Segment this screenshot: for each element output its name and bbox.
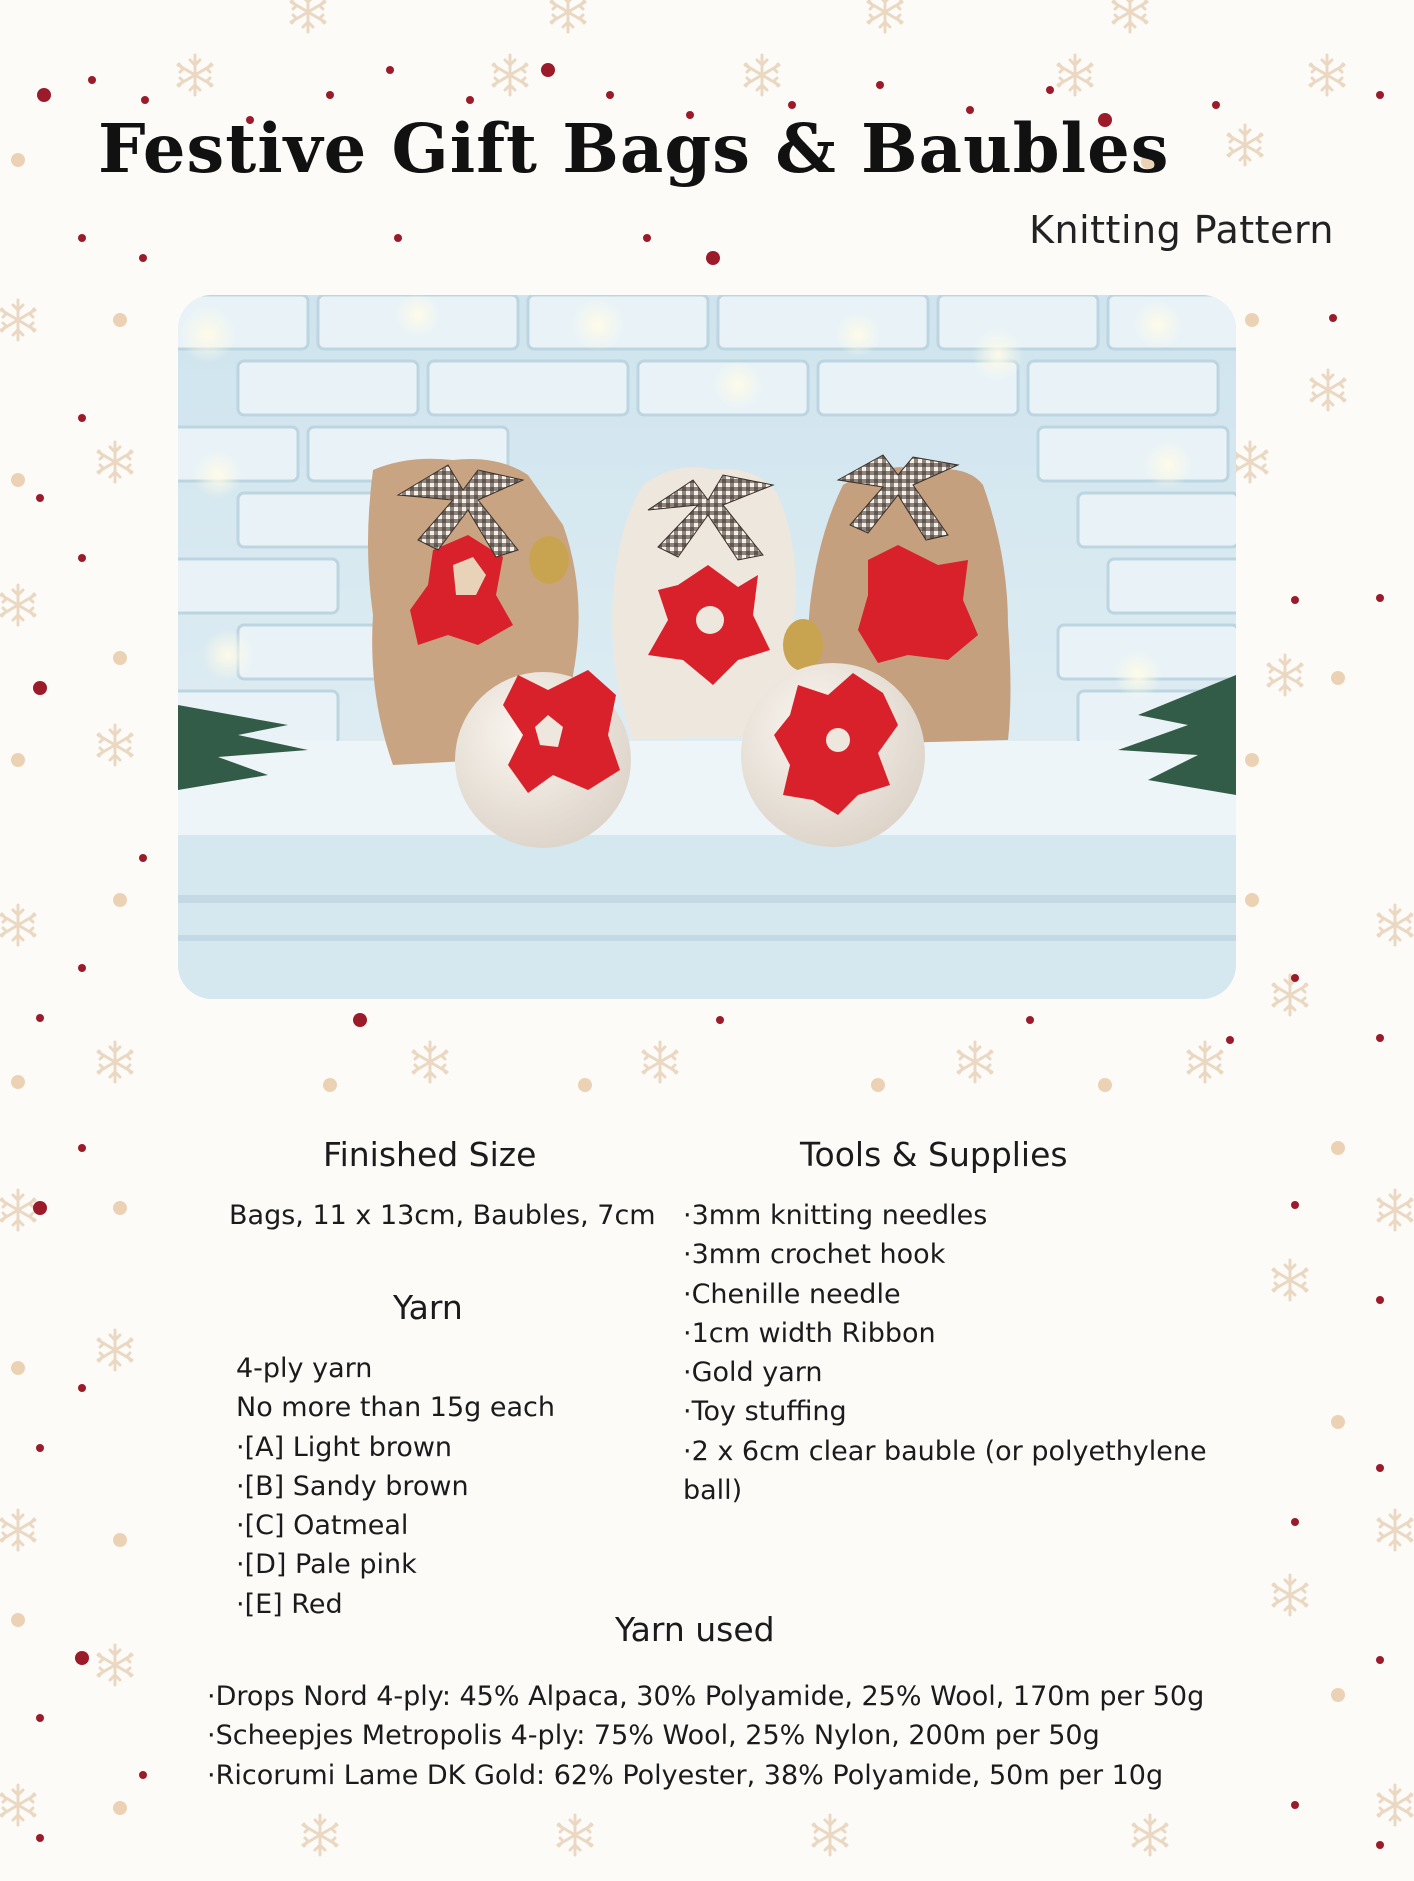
yarn-line: ·[D] Pale pink bbox=[236, 1549, 417, 1581]
snowflake-icon bbox=[1378, 905, 1412, 945]
snowflake-icon bbox=[813, 1815, 847, 1855]
tools-line: ·2 x 6cm clear bauble (or polyethylene bbox=[683, 1435, 1207, 1467]
snowflake-icon bbox=[1378, 1510, 1412, 1550]
document-title: Festive Gift Bags & Baubles bbox=[98, 109, 1170, 188]
snowflake-icon bbox=[551, 0, 585, 32]
red-dot bbox=[88, 76, 96, 84]
snowflake-icon bbox=[1, 1190, 35, 1230]
beige-dot bbox=[1245, 313, 1259, 327]
snowflake-icon bbox=[1378, 1785, 1412, 1825]
tools-line: ·Chenille needle bbox=[683, 1278, 901, 1310]
red-dot bbox=[1026, 1016, 1034, 1024]
red-dot bbox=[1376, 1464, 1384, 1472]
snowflake-icon bbox=[1233, 442, 1267, 482]
red-dot bbox=[1329, 314, 1337, 322]
snowflake-icon bbox=[1273, 1260, 1307, 1300]
red-dot bbox=[1046, 86, 1054, 94]
red-dot bbox=[394, 234, 402, 242]
red-dot bbox=[1376, 91, 1384, 99]
red-dot bbox=[1291, 1518, 1299, 1526]
red-dot bbox=[78, 1144, 86, 1152]
yarn-list bbox=[236, 1349, 555, 1624]
red-dot bbox=[541, 63, 555, 77]
red-dot bbox=[606, 91, 614, 99]
red-dot bbox=[139, 254, 147, 262]
snowflake-icon bbox=[558, 1815, 592, 1855]
red-dot bbox=[36, 1834, 44, 1842]
red-dot bbox=[1212, 101, 1220, 109]
snowflake-icon bbox=[1, 585, 35, 625]
red-dot bbox=[1291, 1201, 1299, 1209]
tools-line: ·1cm width Ribbon bbox=[683, 1317, 936, 1349]
beige-dot bbox=[113, 313, 127, 327]
red-dot bbox=[466, 96, 474, 104]
snowflake-icon bbox=[868, 0, 902, 32]
tools-line: ball) bbox=[683, 1475, 743, 1507]
snowflake-icon bbox=[1, 1510, 35, 1550]
snowflake-icon bbox=[98, 1645, 132, 1685]
red-dot bbox=[716, 1016, 724, 1024]
snowflake-icon bbox=[178, 55, 212, 95]
red-dot bbox=[643, 234, 651, 242]
snowflake-icon bbox=[745, 55, 779, 95]
beige-dot bbox=[1098, 1078, 1112, 1092]
tools-heading: Tools & Supplies bbox=[800, 1135, 1068, 1174]
red-dot bbox=[78, 414, 86, 422]
beige-dot bbox=[1331, 1141, 1345, 1155]
snowflake-icon bbox=[1273, 975, 1307, 1015]
red-dot bbox=[36, 494, 44, 502]
yarn-line: ·[B] Sandy brown bbox=[236, 1470, 469, 1502]
red-dot bbox=[75, 1651, 89, 1665]
red-dot bbox=[36, 1714, 44, 1722]
tools-line: ·Gold yarn bbox=[683, 1357, 823, 1389]
snowflake-icon bbox=[303, 1815, 337, 1855]
snowflake-icon bbox=[1, 300, 35, 340]
snowflake-icon bbox=[958, 1042, 992, 1082]
beige-dot bbox=[1245, 893, 1259, 907]
beige-dot bbox=[1331, 1415, 1345, 1429]
red-dot bbox=[1376, 1656, 1384, 1664]
snowflake-icon bbox=[1273, 1575, 1307, 1615]
snowflake-icon bbox=[1, 1785, 35, 1825]
red-dot bbox=[139, 1771, 147, 1779]
red-dot bbox=[1376, 1841, 1384, 1849]
red-dot bbox=[1291, 596, 1299, 604]
red-dot bbox=[1291, 974, 1299, 982]
red-dot bbox=[1226, 1036, 1234, 1044]
red-dot bbox=[78, 234, 86, 242]
snowflake-icon bbox=[1, 905, 35, 945]
beige-dot bbox=[113, 893, 127, 907]
yarn-used-heading: Yarn used bbox=[615, 1610, 775, 1649]
red-dot bbox=[386, 66, 394, 74]
snowflake-icon bbox=[493, 55, 527, 95]
tools-line: ·3mm crochet hook bbox=[683, 1239, 946, 1271]
snowflake-icon bbox=[98, 725, 132, 765]
tools-list bbox=[683, 1196, 1207, 1510]
red-dot bbox=[33, 681, 47, 695]
beige-dot bbox=[1331, 671, 1345, 685]
beige-dot bbox=[113, 1533, 127, 1547]
beige-dot bbox=[113, 651, 127, 665]
beige-dot bbox=[11, 1075, 25, 1089]
snowflake-icon bbox=[413, 1042, 447, 1082]
red-dot bbox=[1291, 1801, 1299, 1809]
red-dot bbox=[36, 1014, 44, 1022]
red-dot bbox=[1376, 1296, 1384, 1304]
snowflake-icon bbox=[98, 1330, 132, 1370]
red-dot bbox=[326, 91, 334, 99]
beige-dot bbox=[11, 753, 25, 767]
yarn-used-line: ·Scheepjes Metropolis 4-ply: 75% Wool, 25% Nylon, 200m per 50g bbox=[207, 1720, 1100, 1752]
beige-dot bbox=[1331, 1688, 1345, 1702]
red-dot bbox=[78, 964, 86, 972]
snowflake-icon bbox=[98, 442, 132, 482]
snowflake-icon bbox=[1378, 1190, 1412, 1230]
beige-dot bbox=[323, 1078, 337, 1092]
yarn-line: 4-ply yarn bbox=[236, 1353, 373, 1384]
beige-dot bbox=[11, 1613, 25, 1627]
snowflake-icon bbox=[1310, 55, 1344, 95]
snowflake-icon bbox=[643, 1042, 677, 1082]
yarn-line: ·[A] Light brown bbox=[236, 1431, 453, 1463]
finished-size-heading: Finished Size bbox=[323, 1135, 537, 1174]
snowflake-icon bbox=[1268, 655, 1302, 695]
knitted-gift-bags-photo bbox=[178, 295, 1236, 999]
snowflake-icon bbox=[1228, 125, 1262, 165]
red-dot bbox=[1376, 594, 1384, 602]
yarn-used-list bbox=[207, 1677, 1204, 1795]
red-dot bbox=[353, 1013, 367, 1027]
finished-size-text: Bags, 11 x 13cm, Baubles, 7cm bbox=[229, 1200, 656, 1231]
snowflake-icon bbox=[1113, 0, 1147, 32]
yarn-used-line: ·Drops Nord 4-ply: 45% Alpaca, 30% Polyamide, 25% Wool, 170m per 50g bbox=[207, 1681, 1205, 1712]
red-dot bbox=[78, 554, 86, 562]
beige-dot bbox=[578, 1078, 592, 1092]
red-dot bbox=[78, 1384, 86, 1392]
snowflake-icon bbox=[1058, 55, 1092, 95]
snowflake-icon bbox=[98, 1042, 132, 1082]
red-dot bbox=[788, 101, 796, 109]
snowflake-icon bbox=[291, 0, 325, 32]
tools-line: ·3mm knitting needles bbox=[683, 1200, 988, 1231]
yarn-line: No more than 15g each bbox=[236, 1392, 555, 1424]
beige-dot bbox=[871, 1078, 885, 1092]
snowflake-icon bbox=[1133, 1815, 1167, 1855]
document-subtitle: Knitting Pattern bbox=[1029, 208, 1334, 252]
snowflake-icon bbox=[1188, 1042, 1222, 1082]
red-dot bbox=[141, 96, 149, 104]
tools-line: ·Toy stuffing bbox=[683, 1396, 847, 1428]
beige-dot bbox=[113, 1801, 127, 1815]
beige-dot bbox=[113, 1201, 127, 1215]
red-dot bbox=[1376, 1034, 1384, 1042]
yarn-used-line: ·Ricorumi Lame DK Gold: 62% Polyester, 38% Polyamide, 50m per 10g bbox=[207, 1759, 1164, 1791]
beige-dot bbox=[11, 153, 25, 167]
beige-dot bbox=[11, 473, 25, 487]
red-dot bbox=[33, 1201, 47, 1215]
red-dot bbox=[37, 88, 51, 102]
beige-dot bbox=[1245, 753, 1259, 767]
beige-dot bbox=[11, 1361, 25, 1375]
snowflake-icon bbox=[1311, 370, 1345, 410]
red-dot bbox=[36, 1444, 44, 1452]
red-dot bbox=[876, 81, 884, 89]
red-dot bbox=[139, 854, 147, 862]
red-dot bbox=[706, 251, 720, 265]
yarn-heading: Yarn bbox=[393, 1288, 463, 1327]
yarn-line: ·[E] Red bbox=[236, 1588, 343, 1620]
yarn-line: ·[C] Oatmeal bbox=[236, 1510, 409, 1542]
